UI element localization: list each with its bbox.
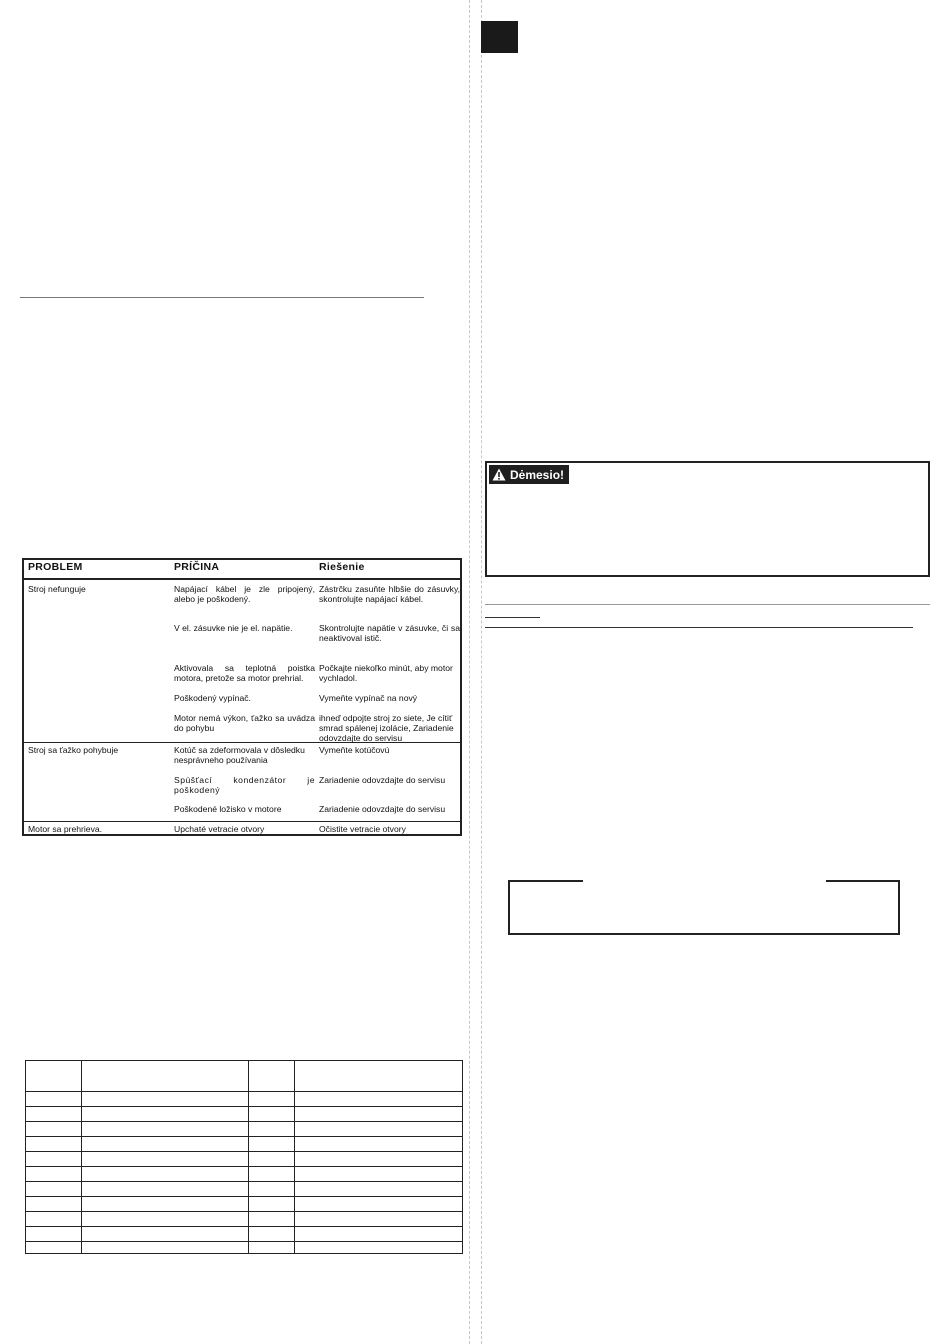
cause-cell: Poškodené ložisko v motore (174, 804, 282, 814)
section-divider-left (20, 297, 424, 298)
problem-cell: Stroj sa ťažko pohybuje (28, 745, 119, 755)
grid-row-line (26, 1226, 462, 1227)
grid-col-line (294, 1061, 295, 1253)
cause-cell: V el. zásuvke nie je el. napätie. (174, 623, 293, 633)
grid-col-line (248, 1061, 249, 1253)
solution-cell: Vymeňte kotúčovú (319, 745, 390, 755)
grid-row-line (26, 1166, 462, 1167)
grid-row-line (26, 1151, 462, 1152)
cause-cell: Aktivovala sa teplotná poistka motora, pretože sa motor prehrial. (174, 663, 315, 683)
problem-cell: Motor sa prehrieva. (28, 824, 103, 834)
grid-row-line (26, 1211, 462, 1212)
solution-cell: Vymeňte vypínač na nový (319, 693, 418, 703)
solution-cell: Zástrčku zasuňte hlbšie do zásuvky, skontrolujte napájací kábel. (319, 584, 460, 604)
solution-cell: Očistite vetracie otvory (319, 824, 406, 834)
fold-line-right (481, 0, 482, 1344)
header-cause: PRÍČINA (174, 561, 220, 573)
cause-cell: Poškodený vypínač. (174, 693, 251, 703)
note-box (508, 880, 900, 935)
cause-cell: Napájací kábel je zle pripojený, alebo je poškodený. (174, 584, 315, 604)
row-separator (24, 742, 460, 743)
solution-cell: Zariadenie odovzdajte do servisu (319, 775, 446, 785)
warning-triangle-icon (492, 468, 506, 481)
header-solution: Riešenie (319, 561, 365, 573)
cause-cell: Spúšťací kondenzátor je poškodený (174, 775, 315, 795)
section-divider-right-top (485, 604, 930, 605)
grid-row-line (26, 1121, 462, 1122)
warning-box (485, 461, 930, 577)
problem-cell: Stroj nefunguje (28, 584, 86, 594)
cause-cell: Kotúč sa zdeformovala v dôsledku nesprávneho používania (174, 745, 305, 765)
warning-label (489, 465, 569, 484)
grid-row-line (26, 1136, 462, 1137)
grid-row-line (26, 1091, 462, 1092)
solution-cell: Zariadenie odovzdajte do servisu (319, 804, 446, 814)
cause-cell: Upchaté vetracie otvory (174, 824, 265, 834)
grid-col-line (81, 1061, 82, 1253)
cause-cell: Motor nemá výkon, ťažko sa uvádza do pohybu (174, 713, 315, 733)
short-rule (485, 617, 540, 618)
solution-cell: Skontrolujte napätie v zásuvke, či sa neaktivoval istič. (319, 623, 460, 643)
solution-cell: Počkajte niekoľko minút, aby motor vychladol. (319, 663, 453, 683)
warning-label-text: Dėmesio! (510, 467, 565, 482)
grid-row-line (26, 1241, 462, 1242)
grid-row-line (26, 1106, 462, 1107)
header-problem: PROBLEM (28, 561, 83, 573)
row-separator (24, 821, 460, 822)
solution-cell: ihneď odpojte stroj zo siete, Je cítiť smrad spálenej izolácie, Zariadenie odovzdajte do servisu (319, 713, 454, 743)
fold-line-left (469, 0, 470, 1344)
note-box-title-gap (583, 879, 826, 884)
parts-list-grid (25, 1060, 463, 1254)
language-tab-marker (481, 21, 518, 53)
grid-row-line (26, 1181, 462, 1182)
section-divider-right (485, 627, 913, 628)
grid-row-line (26, 1196, 462, 1197)
troubleshooting-table (22, 558, 462, 836)
table-header (24, 560, 460, 580)
